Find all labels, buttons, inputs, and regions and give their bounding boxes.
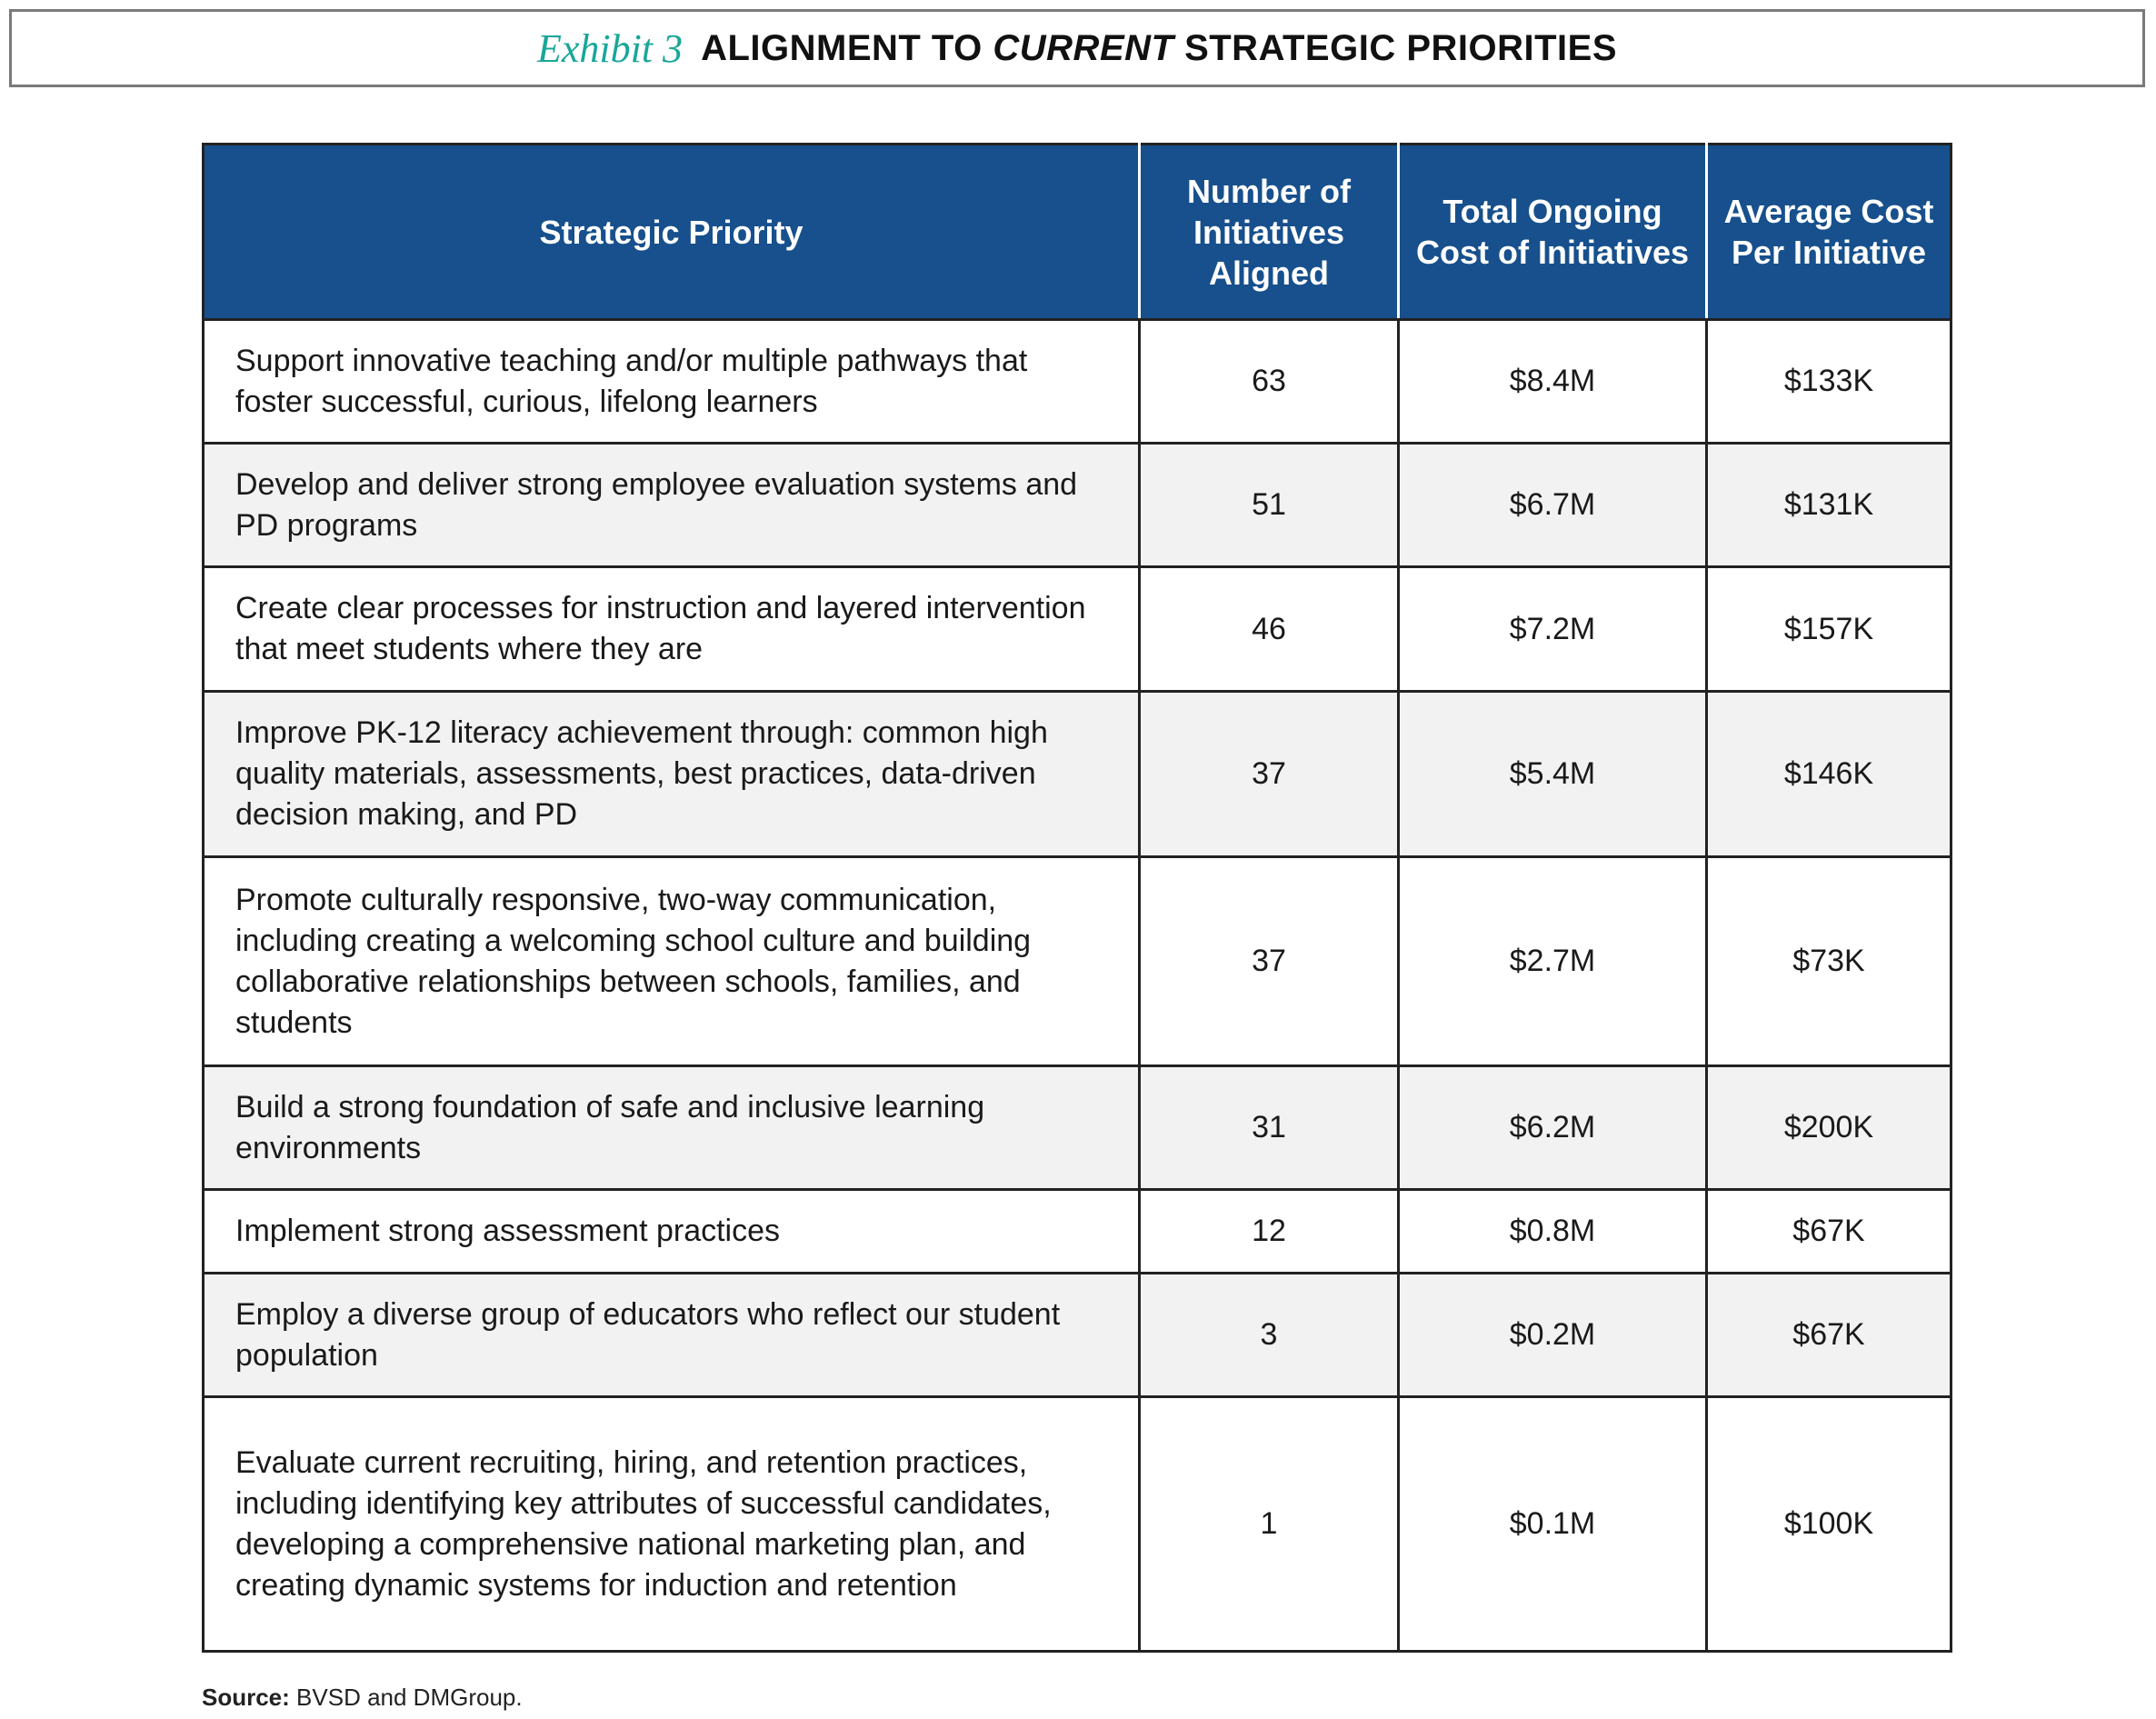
table-row	[204, 1190, 1951, 1274]
total-cost-cell: $6.2M	[1399, 1066, 1707, 1190]
table-row	[204, 1274, 1951, 1397]
initiatives-count-cell: 1	[1140, 1397, 1399, 1652]
total-cost-cell: $5.4M	[1399, 692, 1707, 857]
exhibit-number: Exhibit 3	[536, 25, 684, 71]
table-row	[204, 692, 1951, 857]
average-cost-cell: $133K	[1707, 320, 1951, 444]
total-cost-cell: $6.7M	[1399, 444, 1707, 567]
table-row	[204, 567, 1951, 692]
average-cost-cell: $131K	[1707, 444, 1951, 567]
table-header-row	[204, 145, 1951, 320]
average-cost-cell: $157K	[1707, 567, 1951, 692]
average-cost-cell: $67K	[1707, 1274, 1951, 1397]
total-cost-cell: $0.2M	[1399, 1274, 1707, 1397]
priority-cell: Develop and deliver strong employee evaluation systems and PD programs	[204, 444, 1140, 567]
priority-cell: Support innovative teaching and/or multiple pathways that foster successful, curious, lifelong learners	[204, 320, 1140, 444]
source-label: Source:	[202, 1684, 290, 1711]
total-cost-cell: $0.1M	[1399, 1397, 1707, 1652]
priority-cell: Evaluate current recruiting, hiring, and retention practices, including identifying key attributes of successful candidates, developing a comprehensive national marketing plan, and creating dynamic systems for induction and retention	[204, 1397, 1140, 1652]
priority-cell: Employ a diverse group of educators who reflect our student population	[204, 1274, 1140, 1397]
initiatives-count-cell: 63	[1140, 320, 1399, 444]
initiatives-count-cell: 37	[1140, 857, 1399, 1066]
total-cost-cell: $8.4M	[1399, 320, 1707, 444]
average-cost-cell: $200K	[1707, 1066, 1951, 1190]
col-header-total-cost: Total Ongoing Cost of Initiatives	[1399, 145, 1707, 320]
title-part-2: STRATEGIC PRIORITIES	[1184, 27, 1618, 68]
initiatives-count-cell: 46	[1140, 567, 1399, 692]
initiatives-count-cell: 3	[1140, 1274, 1399, 1397]
initiatives-count-cell: 51	[1140, 444, 1399, 567]
priority-cell: Build a strong foundation of safe and inclusive learning environments	[204, 1066, 1140, 1190]
initiatives-count-cell: 12	[1140, 1190, 1399, 1274]
col-header-average-cost: Average Cost Per Initiative	[1707, 145, 1951, 320]
initiatives-count-cell: 37	[1140, 692, 1399, 857]
priority-cell: Improve PK-12 literacy achievement through: common high quality materials, assessments, best practices, data-driven decision making, and PD	[204, 692, 1140, 857]
strategic-priorities-table	[202, 143, 1952, 1653]
table-row	[204, 1397, 1951, 1652]
table-row	[204, 444, 1951, 567]
table-row	[204, 320, 1951, 444]
priority-cell: Promote culturally responsive, two-way communication, including creating a welcoming school culture and building collaborative relationships between schools, families, and students	[204, 857, 1140, 1066]
average-cost-cell: $67K	[1707, 1190, 1951, 1274]
table-row	[204, 857, 1951, 1066]
priority-cell: Implement strong assessment practices	[204, 1190, 1140, 1274]
initiatives-count-cell: 31	[1140, 1066, 1399, 1190]
exhibit-title	[701, 28, 1617, 69]
col-header-initiatives-count: Number of Initiatives Aligned	[1140, 145, 1399, 320]
title-emphasis: CURRENT	[993, 27, 1174, 68]
total-cost-cell: $0.8M	[1399, 1190, 1707, 1274]
average-cost-cell: $73K	[1707, 857, 1951, 1066]
col-header-strategic-priority: Strategic Priority	[204, 145, 1140, 320]
average-cost-cell: $100K	[1707, 1397, 1951, 1652]
total-cost-cell: $7.2M	[1399, 567, 1707, 692]
source-note	[202, 1684, 523, 1712]
source-text: BVSD and DMGroup.	[296, 1684, 523, 1711]
exhibit-title-box	[9, 9, 2145, 87]
priority-cell: Create clear processes for instruction and layered intervention that meet students where they are	[204, 567, 1140, 692]
table-row	[204, 1066, 1951, 1190]
average-cost-cell: $146K	[1707, 692, 1951, 857]
title-part-1: ALIGNMENT TO	[701, 27, 983, 68]
total-cost-cell: $2.7M	[1399, 857, 1707, 1066]
